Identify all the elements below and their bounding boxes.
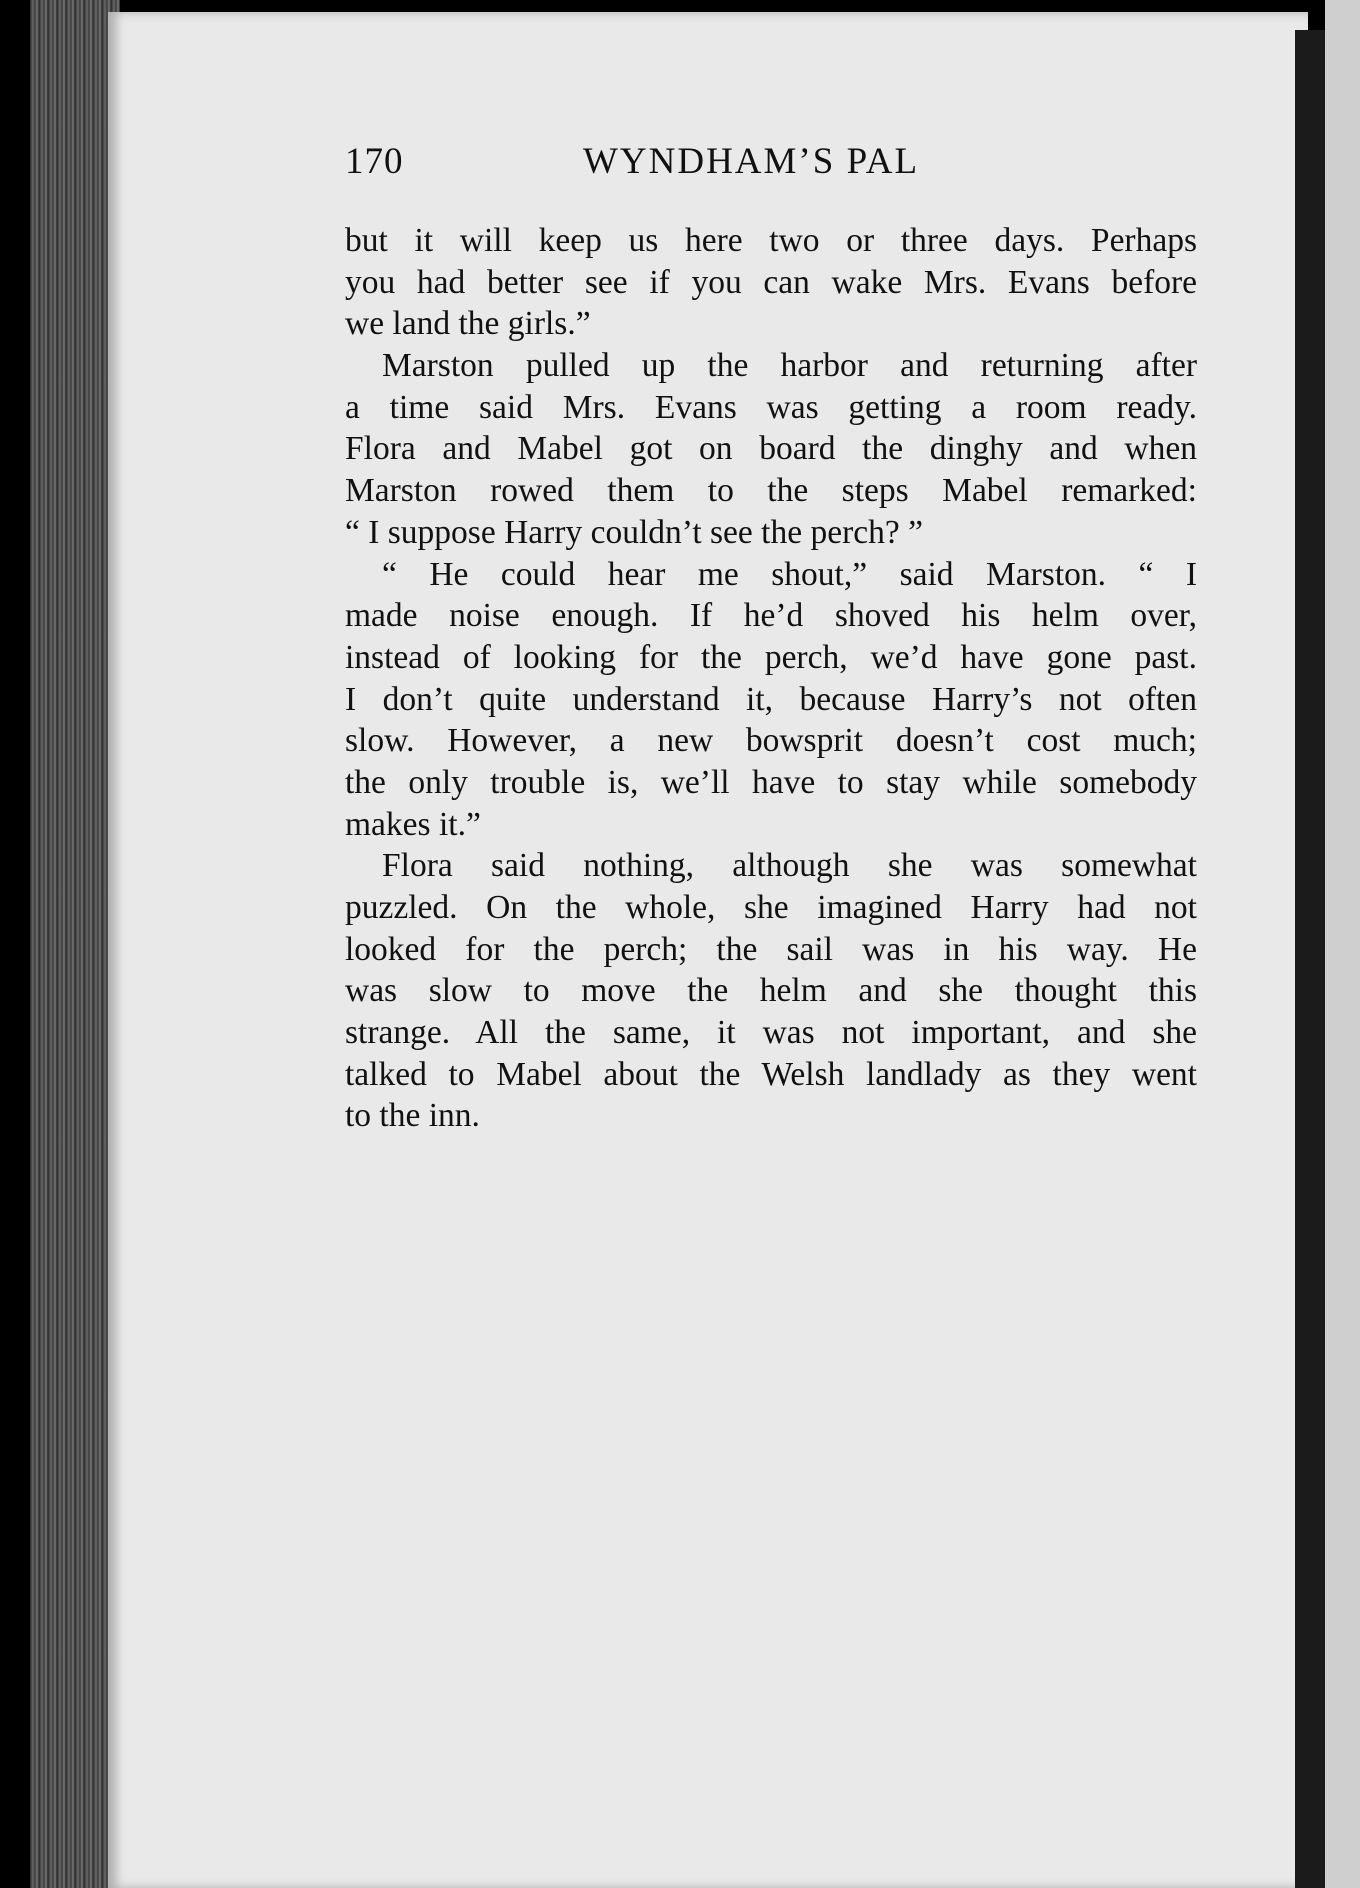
text-line: instead of looking for the perch, we’d have gone past. <box>345 638 1197 676</box>
text-line: but it will keep us here two or three days. Perhaps <box>345 222 1197 259</box>
page-header <box>345 140 1205 190</box>
text-line: you had better see if you can wake Mrs. Evans before <box>345 263 1197 301</box>
text-line: we land the girls.” <box>345 305 591 343</box>
page-edges <box>30 0 120 1888</box>
text-line: puzzled. On the whole, she imagined Harry had not <box>345 889 1197 926</box>
text-line: “ He could hear me shout,” said Marston. “ I <box>382 555 1197 593</box>
text-line: slow. However, a new bowsprit doesn’t cost much; <box>345 722 1197 760</box>
running-title: WYNDHAM’S PAL <box>583 141 920 182</box>
page-number: 170 <box>345 141 404 182</box>
text-line: “ I suppose Harry couldn’t see the perch? ” <box>345 513 923 551</box>
text-line: to the inn. <box>345 1097 480 1135</box>
text-line: a time said Mrs. Evans was getting a room ready. <box>345 388 1197 426</box>
text-line: was slow to move the helm and she thought this <box>345 972 1197 1010</box>
text-line: the only trouble is, we’ll have to stay while somebody <box>345 763 1197 801</box>
text-line: Flora said nothing, although she was somewhat <box>382 847 1197 885</box>
book-gutter <box>1295 30 1325 1888</box>
text-line: I don’t quite understand it, because Harry’s not often <box>345 680 1197 718</box>
text-line: strange. All the same, it was not important, and she <box>345 1014 1197 1052</box>
text-line: made noise enough. If he’d shoved his helm over, <box>345 597 1197 635</box>
text-line: talked to Mabel about the Welsh landlady as they went <box>345 1055 1197 1093</box>
text-line: makes it.” <box>345 805 481 843</box>
text-line: looked for the perch; the sail was in his way. He <box>345 930 1197 968</box>
facing-page-edge <box>1325 0 1360 1888</box>
text-line: Flora and Mabel got on board the dinghy and when <box>345 430 1197 468</box>
body-text <box>345 220 1197 1137</box>
text-line: Marston pulled up the harbor and returning after <box>382 347 1197 385</box>
text-line: Marston rowed them to the steps Mabel remarked: <box>345 472 1197 510</box>
